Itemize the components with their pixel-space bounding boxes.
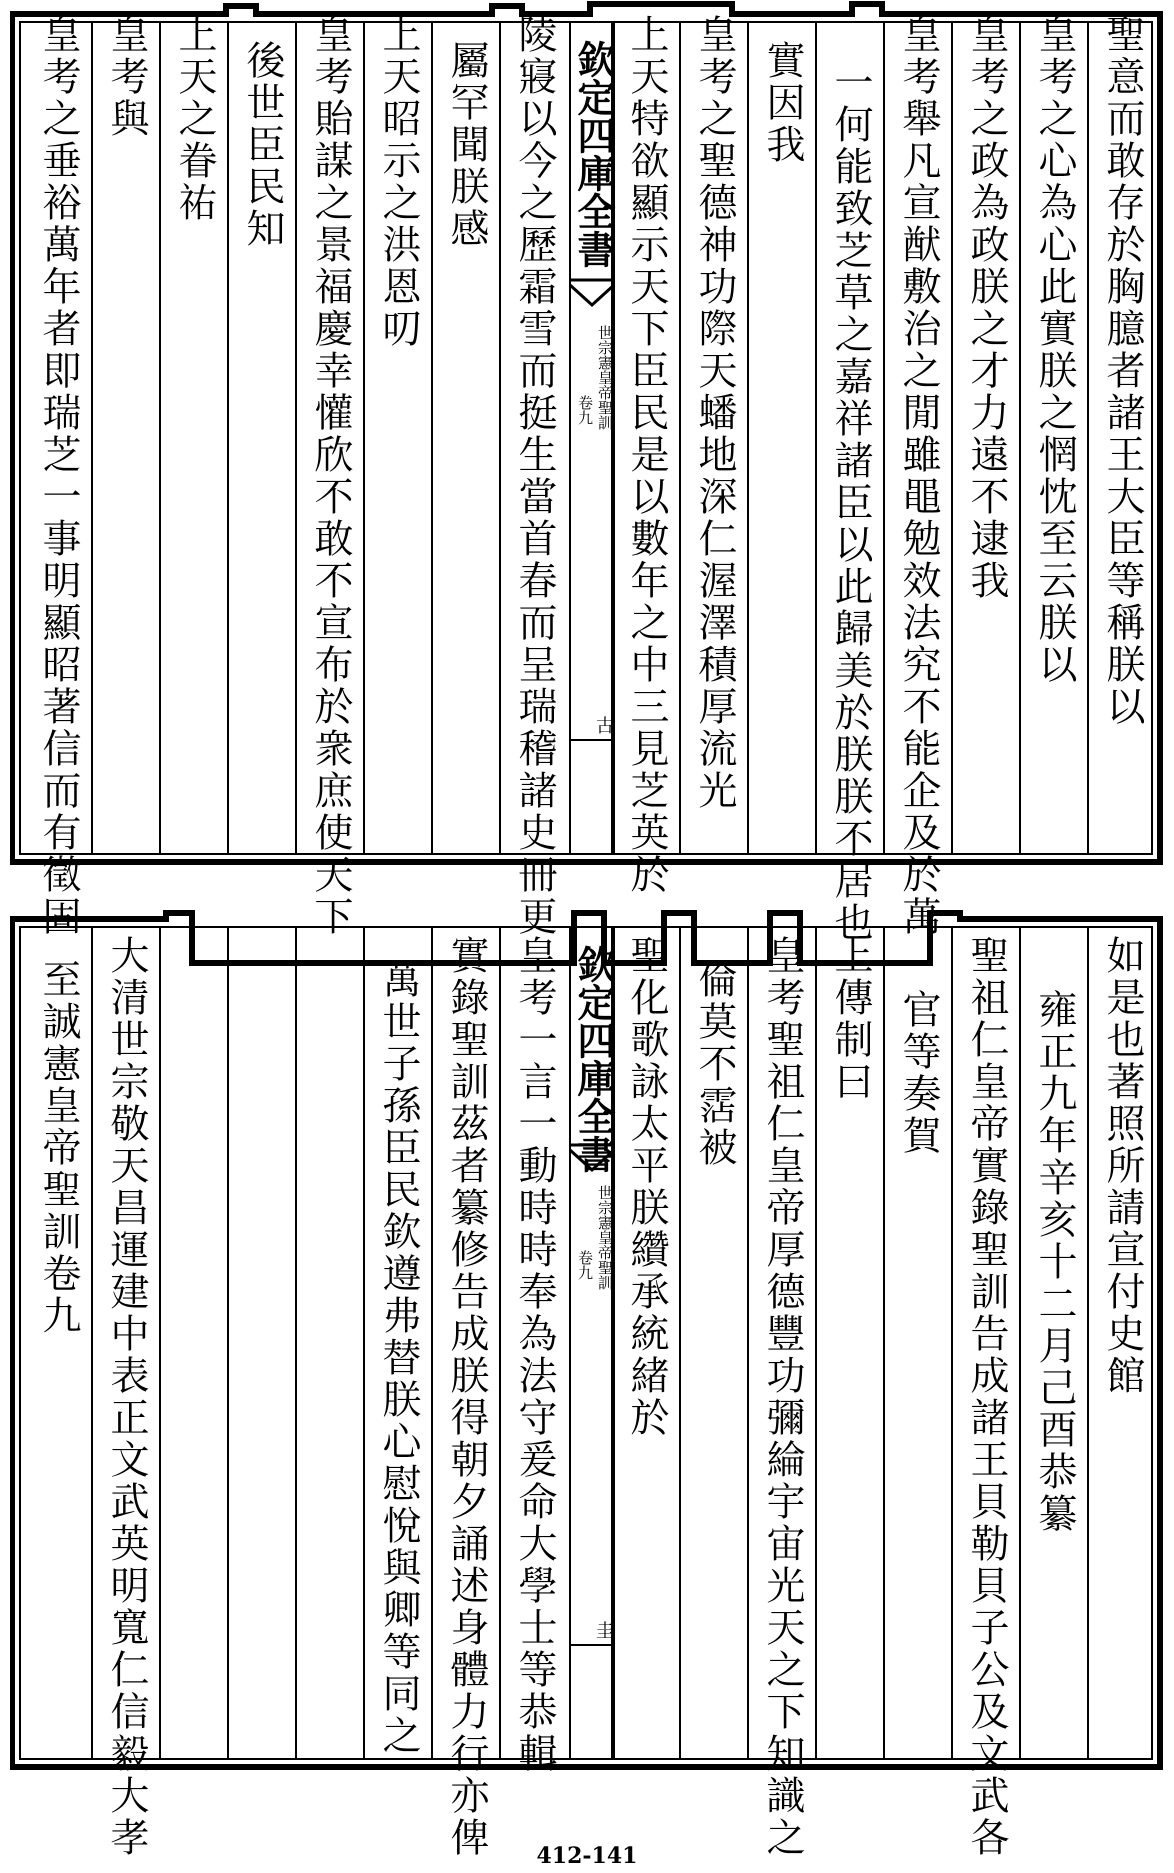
text-column: 屬罕聞朕感	[444, 40, 489, 250]
text-column: 一何能致芝草之嘉祥諸臣以此歸美於朕朕不居也	[828, 62, 873, 944]
text-column: 皇考一言一動時時奉為法守爰命大學士等恭輯	[512, 935, 557, 1775]
text-column: 皇考舉凡宣猷敷治之閒雖黽勉效法究不能企及於萬	[896, 14, 941, 938]
text-column: 萬世子孫臣民欽遵弗替朕心慰悅與卿等同之	[376, 959, 421, 1757]
center-subtitle-volume: 卷九	[576, 395, 594, 425]
text-column: 上天特欲顯示天下臣民是以數年之中三見芝英於	[624, 14, 669, 896]
text-column: 聖祖仁皇帝實錄聖訓告成諸王貝勒貝子公及文武各	[964, 935, 1009, 1859]
text-column: 皇考之聖德神功際天蟠地深仁渥澤積厚流光	[692, 14, 737, 812]
text-column: 皇考聖祖仁皇帝厚德豐功彌綸宇宙光天之下知識之	[760, 935, 805, 1859]
text-column: 後世臣民知	[240, 40, 285, 250]
page-number: 412-141	[536, 1843, 638, 1869]
text-column: 至誠憲皇帝聖訓卷九	[36, 959, 81, 1337]
folio-number: 古	[596, 716, 614, 737]
text-column: 皇考貽謀之景福慶幸懽欣不敢不宣布於衆庶使天下	[308, 14, 353, 938]
text-column: 聖化歌詠太平朕纘承統緒於	[624, 935, 669, 1439]
center-title: 欽定四庫全書	[571, 945, 616, 1173]
text-column: 雍正九年辛亥十二月己酉恭纂	[1032, 989, 1077, 1535]
text-column: 皇考之心為心此實朕之惘忱至云朕以	[1032, 14, 1077, 686]
text-column: 實錄聖訓茲者纂修告成朕得朝夕誦述身體力行亦俾	[444, 935, 489, 1859]
center-title: 欽定四庫全書	[571, 40, 616, 268]
top-page	[10, 0, 1164, 944]
text-column: 實因我	[760, 40, 805, 166]
text-column: 上傳制曰	[828, 935, 873, 1103]
text-column: 大清世宗敬天昌運建中表正文武英明寬仁信毅大孝	[104, 935, 149, 1859]
center-subtitle-main: 世宗憲皇帝聖訓	[596, 325, 614, 430]
text-column: 上天之眷祐	[172, 14, 217, 224]
text-column: 如是也著照所請宣付史館	[1100, 935, 1145, 1397]
text-column: 聖意而敢存於胸臆者諸王大臣等稱朕以	[1100, 14, 1145, 728]
text-column: 皇考之垂裕萬年者即瑞芝一事明顯昭著信而有徵固	[36, 14, 81, 938]
text-column: 官等奏賀	[896, 989, 941, 1157]
center-subtitle-volume: 卷九	[576, 1250, 594, 1280]
text-column: 上天昭示之洪恩叨	[376, 14, 421, 350]
center-subtitle-main: 世宗憲皇帝聖訓	[596, 1185, 614, 1290]
text-column: 皇考之政為政朕之才力遠不逮我	[964, 14, 1009, 602]
text-column: 皇考與	[104, 14, 149, 140]
text-column: 陵寢以今之歷霜雪而挺生當首春而呈瑞稽諸史冊更	[512, 14, 557, 938]
text-column: 倫莫不霑被	[692, 959, 737, 1169]
folio-number: 圭	[596, 1621, 614, 1642]
